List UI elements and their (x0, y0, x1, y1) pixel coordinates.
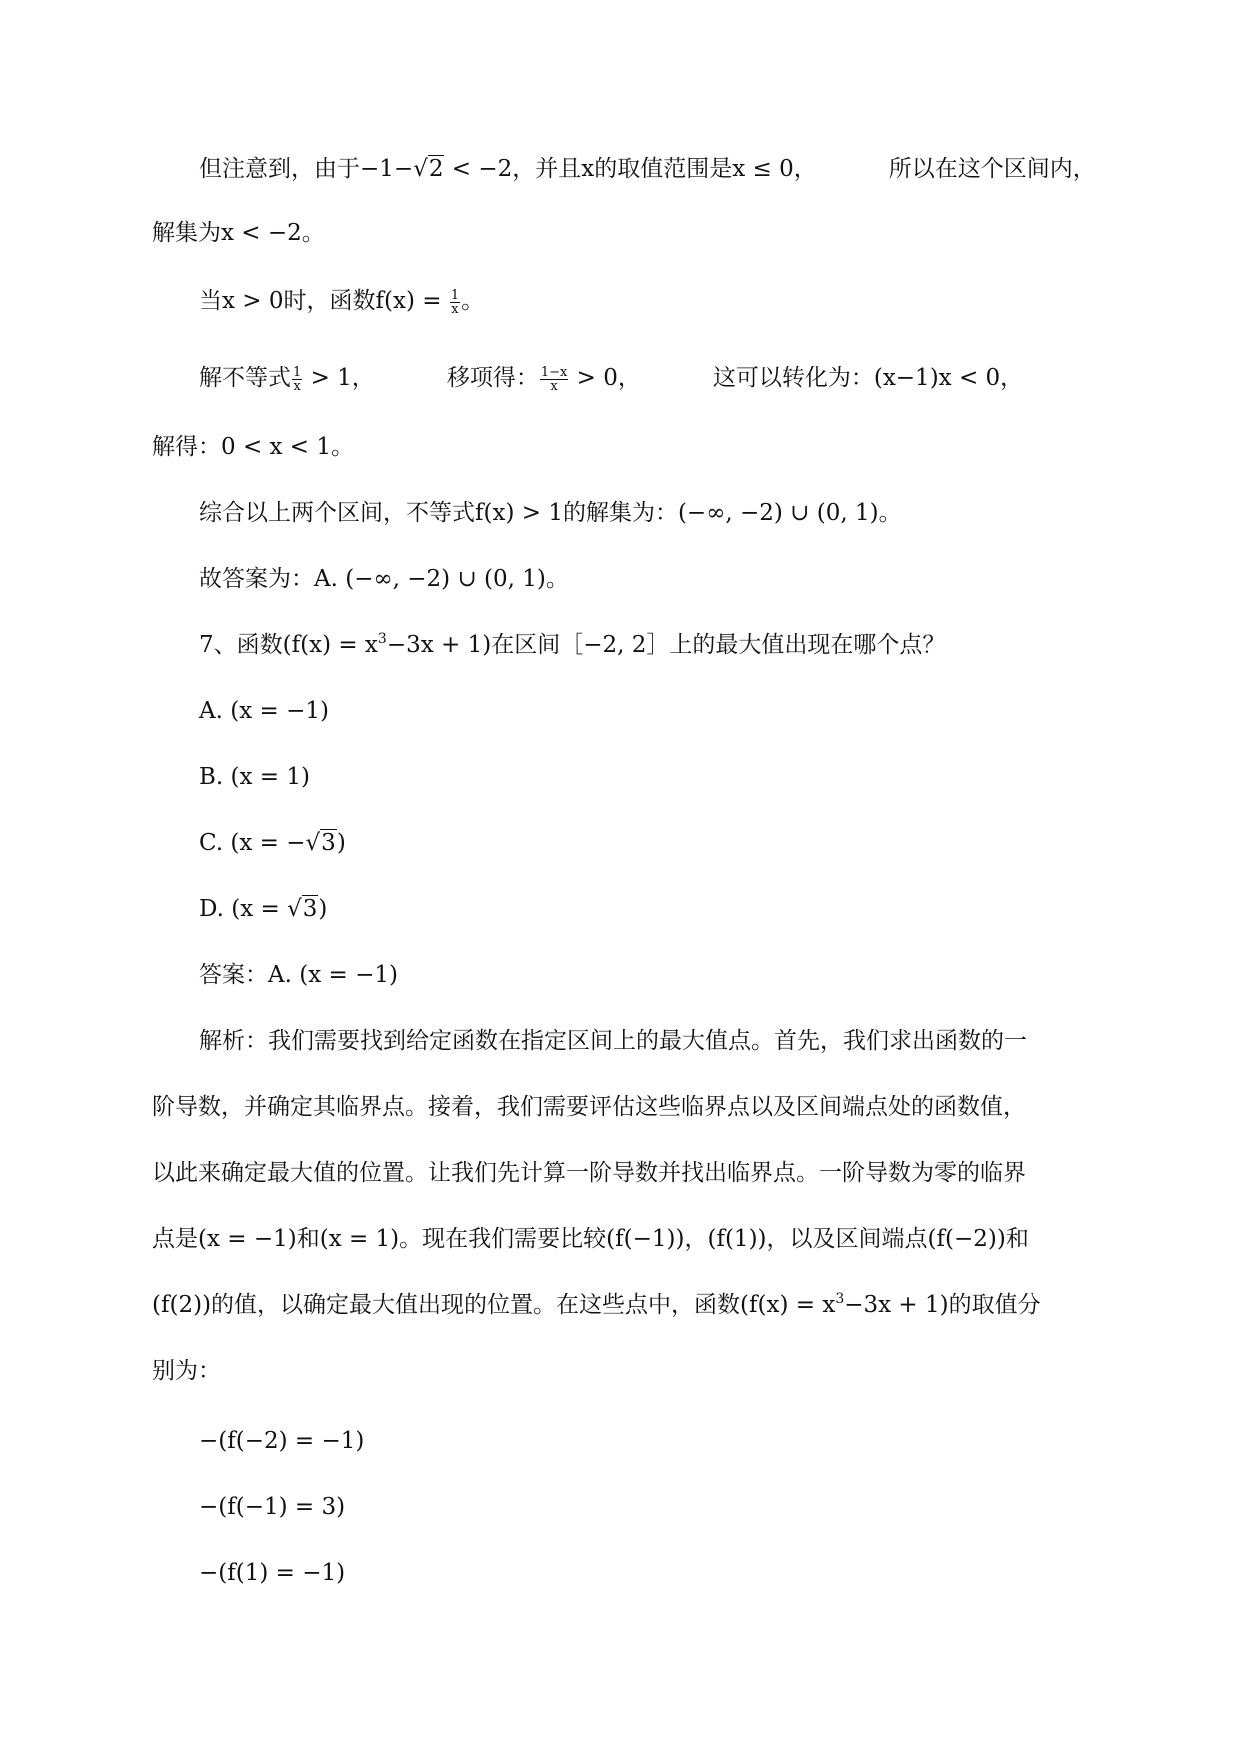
text-span: 这可以转化为：(x−1)x < 0， (712, 365, 1024, 391)
value-list-item: −(f(−1) = 3) (199, 1494, 346, 1520)
option-d (199, 894, 327, 924)
text-span: 但注意到，由于 (199, 156, 360, 182)
paragraph-line: 综合以上两个区间，不等式f(x) > 1的解集为：(−∞, −2) ∪ (0, 1)。 (199, 500, 902, 526)
fraction-denominator: x (451, 301, 459, 317)
text-span: 移项得： (446, 365, 539, 391)
paragraph-line: 点是(x = −1)和(x = 1)。现在我们需要比较(f(−1))，(f(1))，以及区间端点(f(−2))和 (152, 1226, 1029, 1252)
text-span: ) (318, 896, 328, 922)
paragraph-line: 解析：我们需要找到给定函数在指定区间上的最大值点。首先，我们求出函数的一 (199, 1028, 1027, 1054)
fraction-numerator: 1 (450, 287, 460, 303)
sqrt-symbol: √3 (305, 830, 336, 856)
fraction-numerator: 1 (293, 364, 302, 380)
option-c (199, 828, 346, 858)
paragraph-line (152, 1290, 1041, 1320)
math-span: < −2，并且x的取值范围是x ≤ 0， (444, 156, 817, 182)
fraction (540, 366, 569, 393)
text-span: 当x > 0时，函数f(x) = (199, 288, 449, 314)
superscript: 3 (377, 631, 387, 647)
answer-line: 答案：A. (x = −1) (199, 962, 398, 988)
paragraph-line: 别为： (152, 1358, 221, 1384)
text-span: −3x + 1)在区间［−2, 2］上的最大值出现在哪个点？ (386, 632, 946, 658)
paragraph-line (199, 154, 1096, 184)
paragraph-line (199, 363, 1023, 393)
text-span: ) (336, 830, 346, 856)
text-span: 。 (461, 288, 485, 314)
fraction (292, 366, 302, 393)
paragraph-line (199, 286, 484, 316)
text-span: (f(2))的值，以确定最大值出现的位置。在这些点中，函数(f(x) = x (152, 1292, 836, 1318)
paragraph-line: 以此来确定最大值的位置。让我们先计算一阶导数并找出临界点。一阶导数为零的临界 (152, 1160, 1026, 1186)
math-span: −1− (360, 156, 414, 182)
text-span: 7、函数(f(x) = x (199, 632, 378, 658)
text-span: D. (x = (199, 896, 288, 922)
text-span: C. (x = − (199, 830, 306, 856)
radicand: 3 (302, 896, 318, 922)
option-b: B. (x = 1) (199, 764, 310, 790)
math-span: > 1， (303, 365, 375, 391)
value-list-item: −(f(−2) = −1) (199, 1428, 365, 1454)
sqrt-symbol: √3 (287, 896, 318, 922)
fraction (450, 289, 460, 316)
fraction-denominator: x (293, 378, 301, 394)
sqrt-symbol: √2 (413, 156, 444, 182)
radicand: 2 (428, 156, 444, 182)
question-title (199, 630, 945, 660)
math-span: > 0， (569, 365, 641, 391)
value-list-item: −(f(1) = −1) (199, 1560, 346, 1586)
paragraph-line: 解集为x < −2。 (152, 220, 325, 246)
superscript: 3 (835, 1291, 845, 1307)
text-span: 所以在这个区间内， (888, 156, 1096, 182)
fraction-denominator: x (550, 378, 558, 394)
fraction-numerator: 1−x (540, 364, 568, 380)
paragraph-line: 解得：0 < x < 1。 (152, 434, 355, 460)
paragraph-line: 阶导数，并确定其临界点。接着，我们需要评估这些临界点以及区间端点处的函数值， (152, 1094, 1026, 1120)
option-a: A. (x = −1) (199, 698, 329, 724)
radicand: 3 (321, 830, 336, 856)
paragraph-line: 故答案为：A. (−∞, −2) ∪ (0, 1)。 (199, 566, 569, 592)
text-span: −3x + 1)的取值分 (844, 1292, 1041, 1318)
text-span: 解不等式 (199, 365, 291, 391)
